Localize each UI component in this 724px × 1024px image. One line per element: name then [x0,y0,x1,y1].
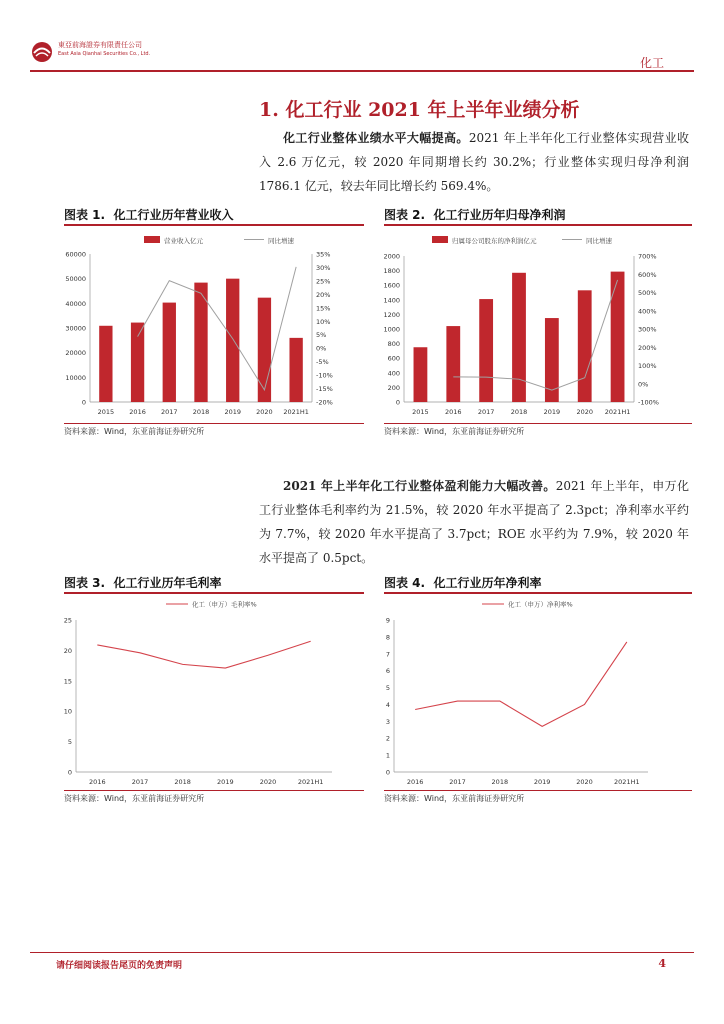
legend-bar-swatch [144,236,160,243]
bar [99,326,112,402]
y2-tick-label: -15% [316,385,333,394]
y-tick-label: 20 [64,646,72,655]
figure-4-bottomline [384,790,692,791]
y-tick-label: 8 [385,633,390,642]
header-divider [30,70,694,72]
legend-bar-label: 营业收入亿元 [164,237,203,245]
bar [545,318,559,402]
figure-1-title: 图表 1. 化工行业历年营业收入 [64,208,234,222]
figure-2-title: 图表 2. 化工行业历年归母净利润 [384,208,566,222]
y-tick-label: 2000 [384,252,400,261]
y-tick-label: 1 [385,751,390,760]
y-tick-label: 30000 [65,324,86,333]
y2-tick-label: -100% [638,398,659,407]
y-tick-label: 25 [64,616,72,625]
growth-line [138,267,297,390]
growth-line [453,280,617,390]
x-tick-label: 2021H1 [297,778,324,786]
x-tick-label: 2018 [510,408,528,416]
x-tick-label: 2015 [412,408,429,416]
y-tick-label: 10000 [65,373,86,382]
bar [446,326,460,402]
y-tick-label: 1400 [384,296,400,305]
legend-line-label: 化工（申万）净利率% [508,600,573,609]
figure-2-bottomline [384,423,692,424]
y2-tick-label: 200% [638,343,657,352]
chart-3-svg [64,594,364,788]
x-tick-label: 2018 [192,408,210,416]
y2-tick-label: -10% [316,371,333,380]
y2-tick-label: 5% [316,331,327,340]
bar [611,272,625,402]
paragraph-2-lead: 2021 年上半年化工行业整体盈利能力大幅改善。 [283,479,556,493]
bar [163,303,176,402]
paragraph-1 [259,126,689,198]
y-tick-label: 5 [385,684,390,693]
paragraph-1-body: 2021 年上半年化工行业整体实现营业收入 2.6 万亿元，较 2020 年同期增长约 30.2%；行业整体实现归母净利润 1786.1 亿元，较去年同比增长约 569.4%。 [259,131,689,193]
legend-line-label: 化工（申万）毛利率% [192,600,257,609]
x-tick-label: 2019 [533,778,551,786]
figure-3-bottomline [64,790,364,791]
x-tick-label: 2020 [256,408,273,416]
y2-tick-label: 35% [316,250,331,259]
y2-tick-label: 20% [316,290,331,299]
x-tick-label: 2016 [129,408,146,416]
y2-tick-label: 15% [316,304,331,313]
ratio-line [415,642,627,726]
y2-tick-label: 0% [316,344,327,353]
x-tick-label: 2020 [576,408,593,416]
page-number: 4 [658,957,666,970]
x-tick-label: 2018 [174,778,191,786]
company-logo [30,40,54,64]
x-tick-label: 2021H1 [614,778,640,786]
bar [578,290,592,402]
y-tick-label: 1200 [384,310,400,319]
x-tick-label: 2016 [89,778,106,786]
paragraph-2-body: 2021 年上半年，申万化工行业整体毛利率约为 21.5%，较 2020 年水平提高了 2.3pct；净利率水平约为 7.7%，较 2020 年水平提高了 3.7pct；ROE 水平约为 7.9%，较 2020 年水平提高了 0.5pct。 [259,479,689,565]
y2-tick-label: 100% [638,362,657,370]
y2-tick-label: 500% [638,289,657,297]
chart-2-svg [384,226,692,422]
x-tick-label: 2015 [97,408,115,416]
industry-label: 化工 [639,56,664,70]
figure-3-source: 资料来源：Wind，东亚前海证券研究所 [64,794,205,803]
y-tick-label: 15 [64,677,72,686]
legend-bar-swatch [432,236,448,243]
x-tick-label: 2016 [445,408,462,416]
y-tick-label: 6 [385,667,390,676]
chart-1-svg [64,226,364,422]
legend-bar-label: 归属母公司股东的净利润亿元 [452,237,537,245]
y-tick-label: 400 [387,369,400,378]
figure-1-bottomline [64,423,364,424]
y-tick-label: 1600 [384,281,400,290]
x-tick-label: 2019 [224,408,241,416]
y2-tick-label: 600% [638,270,657,279]
chart-4 [384,594,692,788]
chart-1 [64,226,364,422]
figure-3-title: 图表 3. 化工行业历年毛利率 [64,576,222,590]
x-tick-label: 2016 [406,778,424,786]
x-tick-label: 2019 [217,778,234,786]
chart-2 [384,226,692,422]
x-tick-label: 2021H1 [604,408,631,416]
figure-4-source: 资料来源：Wind，东亚前海证券研究所 [384,794,525,803]
y-tick-label: 10 [64,707,72,716]
y-tick-label: 0 [385,768,390,777]
bar [226,279,239,402]
y-tick-label: 4 [385,700,390,709]
x-tick-label: 2018 [491,778,509,786]
figure-1-source: 资料来源：Wind，东亚前海证券研究所 [64,427,205,436]
figure-2-source: 资料来源：Wind，东亚前海证券研究所 [384,427,525,436]
y2-tick-label: 30% [316,263,331,272]
legend-line-label: 同比增速 [586,237,612,245]
bar [414,347,428,402]
x-tick-label: 2021H1 [283,408,309,416]
y2-tick-label: -5% [316,358,329,367]
y-tick-label: 5 [67,738,72,747]
y-tick-label: 40000 [65,299,86,308]
y-tick-label: 0 [395,398,400,407]
section-title: 1. 化工行业 2021 年上半年业绩分析 [259,99,580,121]
y2-tick-label: -20% [316,398,333,407]
y2-tick-label: 25% [316,277,331,286]
y2-tick-label: 400% [638,307,657,316]
bar [289,338,302,402]
y2-tick-label: 700% [638,252,657,261]
y-tick-label: 50000 [65,275,86,284]
paragraph-1-lead: 化工行业整体业绩水平大幅提高。 [283,131,469,145]
figure-4-title: 图表 4. 化工行业历年净利率 [384,576,542,590]
y-tick-label: 0 [67,768,72,777]
paragraph-2 [259,474,689,570]
x-tick-label: 2017 [449,778,466,786]
y-tick-label: 1000 [384,325,400,334]
bar [479,299,493,402]
y-tick-label: 600 [387,354,400,363]
bar [512,273,526,402]
chart-4-svg [384,594,692,788]
y-tick-label: 2 [385,734,390,743]
x-tick-label: 2017 [161,408,178,416]
bar [258,298,271,402]
x-tick-label: 2020 [259,778,277,786]
y2-tick-label: 10% [316,317,331,326]
legend-line-label: 同比增速 [268,237,294,245]
company-name-en: East Asia Qianhai Securities Co., Ltd. [58,51,151,57]
y-tick-label: 200 [387,383,400,392]
y-tick-label: 3 [385,717,390,726]
y-tick-label: 7 [385,650,390,659]
footer-divider [30,952,694,953]
chart-3 [64,594,364,788]
y-tick-label: 800 [387,340,400,349]
footer-disclaimer: 请仔细阅读报告尾页的免责声明 [56,961,183,971]
x-tick-label: 2019 [543,408,561,416]
y2-tick-label: 300% [638,325,657,334]
y-tick-label: 60000 [65,250,86,259]
x-tick-label: 2020 [576,778,593,786]
y-tick-label: 1800 [384,267,400,276]
y2-tick-label: 0% [638,380,649,389]
bar [131,323,144,402]
company-name-cn: 東亞前海證券有限責任公司 [58,41,142,49]
x-tick-label: 2017 [477,408,495,416]
y-tick-label: 9 [385,616,390,625]
y-tick-label: 0 [81,398,86,407]
ratio-line [97,641,310,668]
y-tick-label: 20000 [65,349,86,358]
x-tick-label: 2017 [131,778,149,786]
